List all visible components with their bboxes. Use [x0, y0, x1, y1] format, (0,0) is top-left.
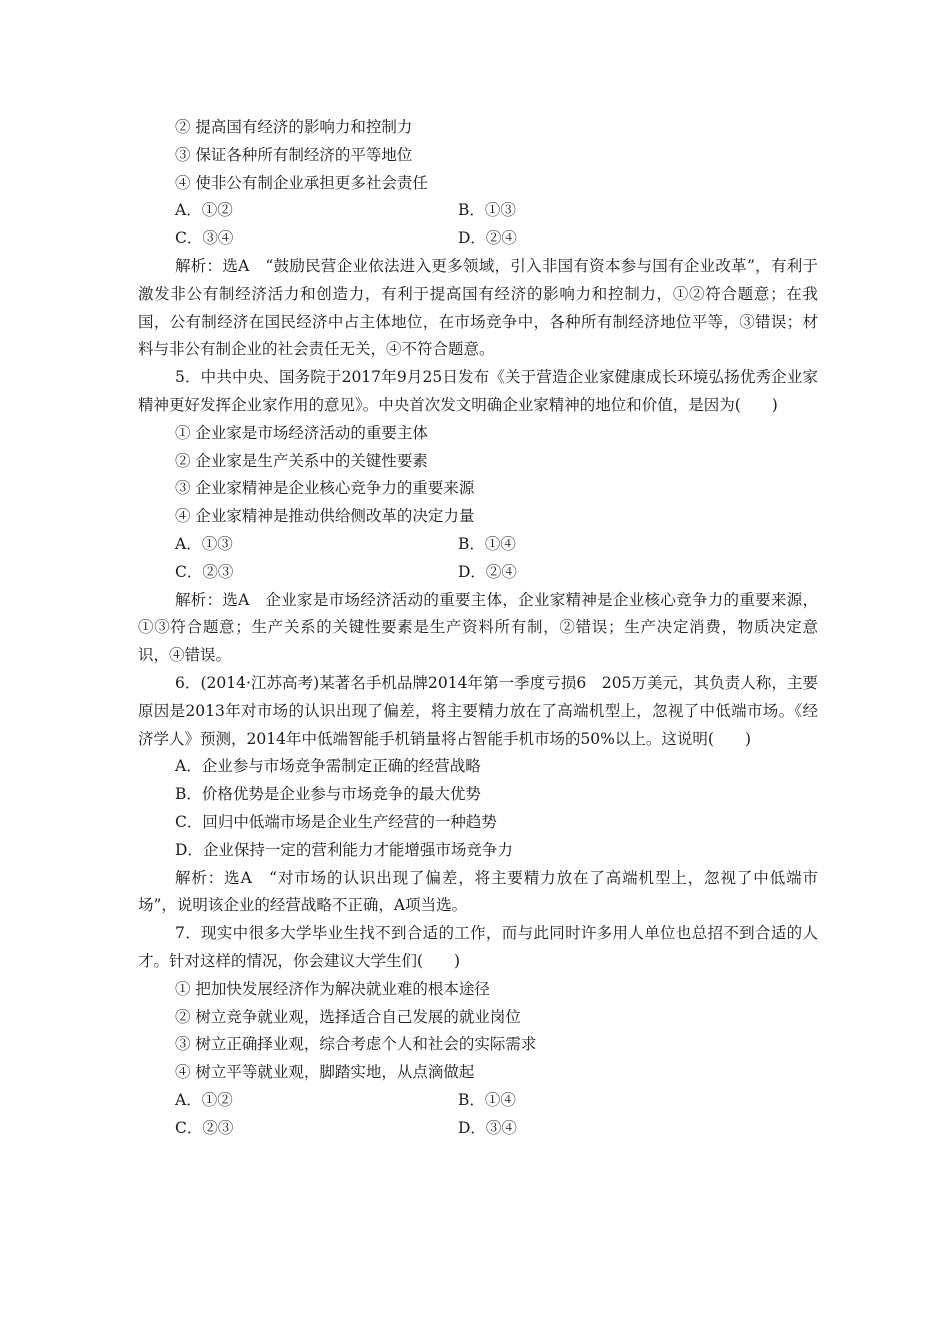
q4-option-b[interactable]: B．①③	[458, 201, 516, 220]
q5-option-b[interactable]: B．①④	[458, 534, 516, 553]
q5-analysis: 解析：选A 企业家是市场经济活动的重要主体，企业家精神是企业核心竞争力的重要来源，①③符合题意；生产关系的关键性要素是生产资料所有制，②错误；生产决定消费，物质决定意识，④错误。	[138, 590, 818, 665]
q7-option-a[interactable]: A．①②	[175, 1090, 233, 1109]
q6-option-c[interactable]: C．回归中低端市场是企业生产经营的一种趋势	[175, 812, 497, 831]
q6-stem: 6．(2014·江苏高考)某著名手机品牌2014年第一季度亏损6 205万美元，其负责人称，主要原因是2013年对市场的认识出现了偏差，将主要精力放在了高端机型上，忽视了中低端市场。《经济学人》预测，2014年中低端智能手机销量将占智能手机市场的50%以上。这说明( )	[138, 673, 818, 748]
q4-option-c[interactable]: C．③④	[175, 229, 234, 248]
q4-item-3: ③ 保证各种所有制经济的平等地位	[175, 145, 413, 164]
q5-stem: 5．中共中央、国务院于2017年9月25日发布《关于营造企业家健康成长环境弘扬优秀企业家精神更好发挥企业家作用的意见》。中央首次发文明确企业家精神的地位和价值，是因为( )	[138, 368, 818, 414]
q4-options-row-2	[138, 225, 818, 253]
q5-option-c[interactable]: C．②③	[175, 562, 234, 581]
q5-item-1: ① 企业家是市场经济活动的重要主体	[175, 423, 428, 442]
q6-analysis: 解析：选A “对市场的认识出现了偏差，将主要精力放在了高端机型上，忽视了中低端市场”，说明该企业的经营战略不正确，A项当选。	[138, 868, 818, 915]
q6-option-d[interactable]: D．企业保持一定的营利能力才能增强市场竞争力	[175, 840, 513, 859]
q4-item-4: ④ 使非公有制企业承担更多社会责任	[175, 173, 428, 192]
q5-option-a[interactable]: A．①③	[175, 534, 233, 553]
q5-item-2: ② 企业家是生产关系中的关键性要素	[175, 451, 428, 470]
q4-analysis: 解析：选A “鼓励民营企业依法进入更多领域，引入非国有资本参与国有企业改革”，有利于激发非公有制经济活力和创造力，有利于提高国有经济的影响力和控制力，①②符合题意；在我国，公有制经济在国民经济中占主体地位，在市场竞争中，各种所有制经济地位平等，③错误；材料与非公有制企业的社会责任无关，④不符合题意。	[138, 256, 818, 359]
q5-item-3: ③ 企业家精神是企业核心竞争力的重要来源	[175, 479, 475, 498]
q5-options-row-2	[138, 559, 818, 587]
q7-option-b[interactable]: B．①④	[458, 1090, 516, 1109]
q7-option-d[interactable]: D．③④	[458, 1118, 517, 1137]
q5-options-row-1	[138, 531, 818, 559]
q7-item-4: ④ 树立平等就业观，脚踏实地，从点滴做起	[175, 1063, 475, 1082]
q7-item-3: ③ 树立正确择业观，综合考虑个人和社会的实际需求	[175, 1035, 537, 1054]
q7-options-row-2	[138, 1115, 818, 1143]
q7-option-c[interactable]: C．②③	[175, 1118, 234, 1137]
q7-item-1: ① 把加快发展经济作为解决就业难的根本途径	[175, 979, 490, 998]
q7-item-2: ② 树立竞争就业观，选择适合自己发展的就业岗位	[175, 1007, 521, 1026]
q7-stem: 7．现实中很多大学毕业生找不到合适的工作，而与此同时许多用人单位也总招不到合适的人才。针对这样的情况，你会建议大学生们( )	[138, 924, 818, 970]
q5-item-4: ④ 企业家精神是推动供给侧改革的决定力量	[175, 507, 475, 526]
q7-options-row-1	[138, 1087, 818, 1115]
q4-options-row-1	[138, 197, 818, 225]
q4-option-a[interactable]: A．①②	[175, 201, 233, 220]
q5-option-d[interactable]: D．②④	[458, 562, 517, 581]
q6-option-b[interactable]: B．价格优势是企业参与市场竞争的最大优势	[175, 785, 481, 804]
q6-option-a[interactable]: A．企业参与市场竞争需制定正确的经营战略	[175, 757, 481, 776]
q4-option-d[interactable]: D．②④	[458, 229, 517, 248]
q4-item-2: ② 提高国有经济的影响力和控制力	[175, 118, 413, 136]
page-content	[138, 114, 818, 1142]
